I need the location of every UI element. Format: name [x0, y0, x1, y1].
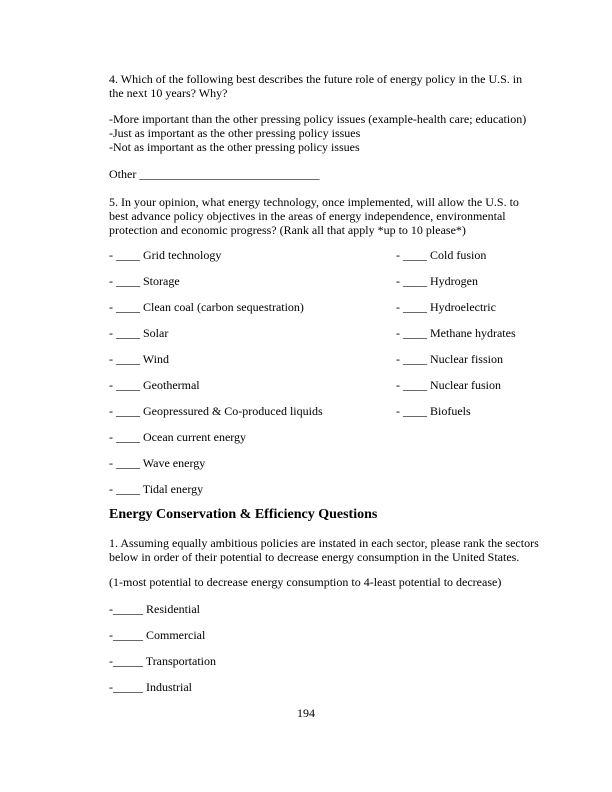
question-5-prompt: 5. In your opinion, what energy technology, once implemented, will allow the U.S. to best advance policy objectives in the areas of energy independence, environmental protection and economic progress? (Rank all that apply *up to 10 please*) — [109, 195, 519, 237]
question-4 — [109, 72, 539, 181]
rank-item-ocean-current: - ____ Ocean current energy — [109, 430, 247, 444]
question-4-option-just-as-important: -Just as important as the other pressing policy issues — [109, 126, 361, 140]
question-4-options — [109, 112, 539, 154]
rank-item-hydroelectric: - ____ Hydroelectric — [396, 300, 496, 314]
rank-item-geopressured: - ____ Geopressured & Co-produced liquids — [109, 404, 323, 418]
rank-item-methane-hydrates: - ____ Methane hydrates — [396, 326, 516, 340]
question-4-prompt: 4. Which of the following best describes the future role of energy policy in the U.S. in the next 10 years? Why? — [109, 72, 523, 100]
rank-item-clean-coal: - ____ Clean coal (carbon sequestration) — [109, 300, 304, 314]
rank-item-nuclear-fission: - ____ Nuclear fission — [396, 352, 503, 366]
question-4-option-more-important: -More important than the other pressing policy issues (example-health care; education) — [109, 112, 527, 126]
page-number: 194 — [297, 706, 315, 720]
conservation-question-1-prompt: 1. Assuming equally ambitious policies are instated in each sector, please rank the sectors below in order of their potential to decrease energy consumption in the United States. — [109, 536, 539, 564]
ranking-scale-note: (1-most potential to decrease energy consumption to 4-least potential to decrease) — [109, 575, 502, 589]
rank-item-grid-technology: - ____ Grid technology — [109, 248, 222, 262]
rank-item-wind: - ____ Wind — [109, 352, 169, 366]
rank-item-cold-fusion: - ____ Cold fusion — [396, 248, 487, 262]
rank-item-wave-energy: - ____ Wave energy — [109, 456, 206, 470]
rank-item-geothermal: - ____ Geothermal — [109, 378, 200, 392]
question-4-option-not-as-important: -Not as important as the other pressing policy issues — [109, 140, 360, 154]
rank-item-tidal-energy: - ____ Tidal energy — [109, 482, 204, 496]
rank-item-nuclear-fusion: - ____ Nuclear fusion — [396, 378, 501, 392]
rank-item-hydrogen: - ____ Hydrogen — [396, 274, 478, 288]
sector-item-residential: -_____ Residential — [109, 602, 200, 616]
section-heading: Energy Conservation & Efficiency Questions — [109, 507, 378, 522]
rank-item-storage: - ____ Storage — [109, 274, 180, 288]
sector-item-commercial: -_____ Commercial — [109, 628, 206, 642]
conservation-question-1 — [109, 536, 549, 589]
rank-item-solar: - ____ Solar — [109, 326, 169, 340]
sector-item-industrial: -_____ Industrial — [109, 680, 192, 694]
sector-item-transportation: -_____ Transportation — [109, 654, 217, 668]
rank-item-biofuels: - ____ Biofuels — [396, 404, 471, 418]
question-4-other-line: Other ______________________________ — [109, 167, 320, 181]
question-5 — [109, 195, 539, 237]
